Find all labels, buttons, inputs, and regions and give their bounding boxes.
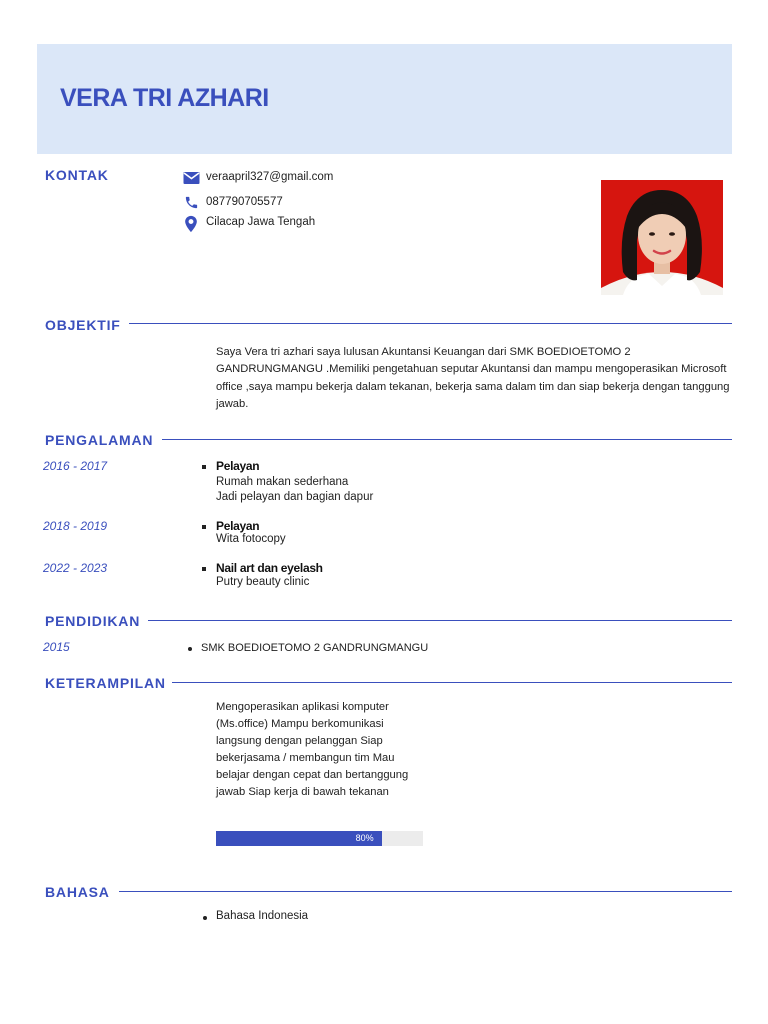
- experience-place: Putry beauty clinic: [216, 576, 310, 588]
- email-text: veraapril327@gmail.com: [206, 171, 334, 183]
- skill-level-fill: [216, 831, 382, 846]
- location-text: Cilacap Jawa Tengah: [206, 216, 316, 228]
- section-divider: [162, 439, 732, 440]
- experience-years: 2022 - 2023: [43, 561, 108, 575]
- portrait-image: [601, 180, 723, 295]
- bullet: [202, 465, 206, 469]
- education-year: 2015: [43, 640, 70, 654]
- bullet: [202, 567, 206, 571]
- language-item: Bahasa Indonesia: [216, 910, 309, 922]
- section-title-objektif: OBJEKTIF: [45, 317, 121, 333]
- section-divider: [172, 682, 732, 683]
- experience-title: Pelayan: [216, 519, 260, 533]
- section-divider: [119, 891, 732, 892]
- section-divider: [129, 323, 732, 324]
- bullet: [203, 916, 207, 920]
- objective-text: Saya Vera tri azhari saya lulusan Akuntansi Keuangan dari SMK BOEDIOETOMO 2 GANDRUNGMANGU .Memiliki pengetahuan seputar Akuntansi dan mampu mengoperasikan Microsoft office ,saya mampu bekerja dalam tekanan, bekerja sama dalam tim dan siap bekerja dengan tanggung jawab.: [216, 346, 730, 410]
- experience-title: Nail art dan eyelash: [216, 561, 323, 575]
- section-title-bahasa: BAHASA: [45, 884, 110, 900]
- experience-title: Pelayan: [216, 459, 260, 473]
- education-school: SMK BOEDIOETOMO 2 GANDRUNGMANGU: [201, 642, 429, 654]
- experience-place: Wita fotocopy: [216, 533, 286, 545]
- experience-years: 2016 - 2017: [43, 459, 108, 473]
- experience-place: Rumah makan sederhana: [216, 476, 349, 488]
- section-title-keterampilan: KETERAMPILAN: [45, 675, 166, 691]
- phone-text: 087790705577: [206, 196, 283, 208]
- experience-detail: Jadi pelayan dan bagian dapur: [216, 491, 374, 503]
- profile-photo: [601, 180, 723, 295]
- section-divider: [148, 620, 732, 621]
- location-pin-icon: [184, 215, 198, 233]
- mail-icon: [183, 170, 200, 184]
- bullet: [202, 525, 206, 529]
- skill-level-bar: [216, 831, 423, 846]
- section-title-pendidikan: PENDIDIKAN: [45, 613, 141, 629]
- bullet: [188, 647, 192, 651]
- skill-level-label: 80%: [355, 833, 374, 843]
- skills-text: Mengoperasikan aplikasi komputer (Ms.office) Mampu berkomunikasi langsung dengan pelanggan Siap bekerjasama / membangun tim Mau belajar dengan cepat dan bertanggung jawab Siap kerja di bawah tekanan: [216, 701, 409, 798]
- person-name: VERA TRI AZHARI: [60, 84, 269, 112]
- section-title-pengalaman: PENGALAMAN: [45, 432, 154, 448]
- section-title-kontak: KONTAK: [45, 167, 109, 183]
- phone-icon: [183, 195, 200, 210]
- experience-years: 2018 - 2019: [43, 519, 108, 533]
